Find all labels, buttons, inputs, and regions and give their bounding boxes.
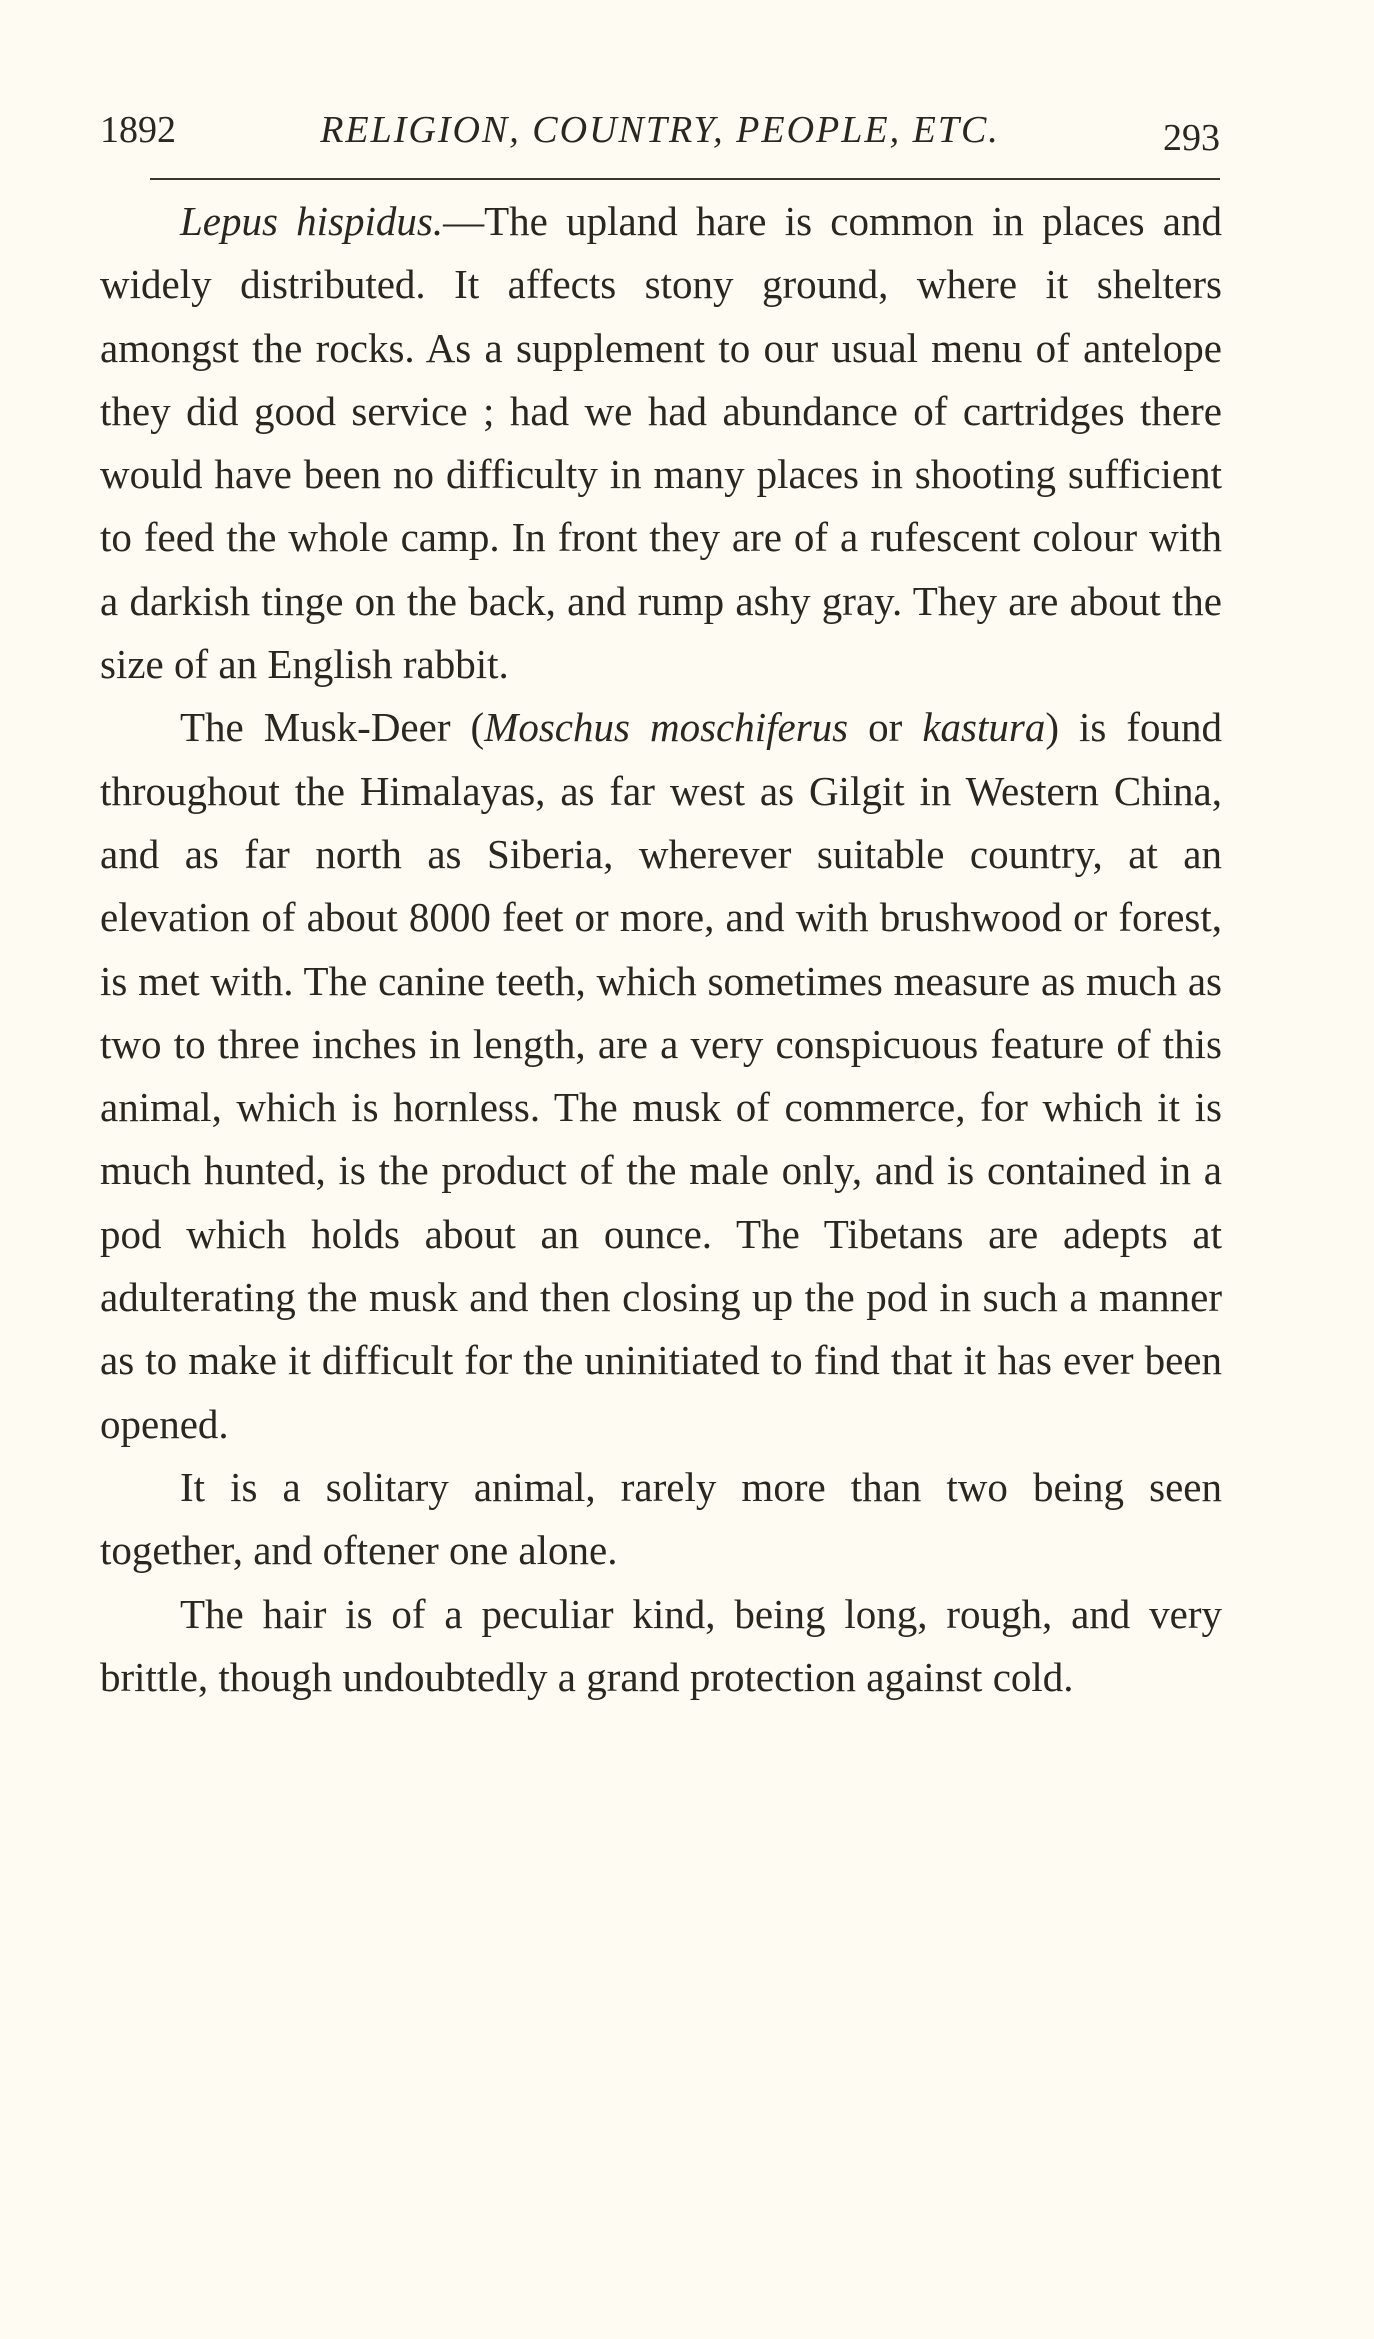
header-rule (150, 178, 1220, 180)
paragraph-text: ) is found throughout the Himalayas, as far west as Gilgit in Western China, and as far north as Siberia, wherever suitable country, at an elevation of about 8000 feet or more, and with brushwood or forest, is met with. The canine teeth, which sometimes measure as much as two to three inches in length, are a very conspicuous feature of this animal, which is hornless. The musk of commerce, for which it is much hunted, is the product of the male only, and is contained in a pod which holds about an ounce. The Tibetans are adepts at adulterating the musk and then closing up the pod in such a manner as to make it difficult for the uninitiated to find that it has ever been opened. (100, 704, 1223, 1447)
paragraph-lead: The Musk-Deer ( (180, 704, 485, 751)
paragraph-text: It is a solitary animal, rarely more than two being seen together, and oftener one alone. (100, 1463, 1222, 1574)
species-name: Moschus moschiferus (484, 704, 849, 751)
local-name: kastura (922, 704, 1046, 751)
body-text (100, 190, 1222, 1709)
species-name: Lepus hispidus. (180, 198, 444, 244)
paragraph-text: The hair is of a peculiar kind, being long, rough, and very brittle, though undoubtedly a grand protection against cold. (100, 1590, 1222, 1700)
paragraph-musk-deer (100, 696, 1222, 1456)
paragraph-solitary (100, 1456, 1222, 1583)
paragraph-hair (100, 1583, 1222, 1710)
running-title: RELIGION, COUNTRY, PEOPLE, ETC. (320, 109, 1000, 151)
paragraph-connector: or (848, 704, 923, 751)
paragraph-text: —The upland hare is common in places and widely distributed. It affects stony ground, where it shelters amongst the rocks. As a supplement to our usual menu of antelope they did good service ; had we had abundance of cartridges there would have been no difficulty in many places in shooting sufficient to feed the whole camp. In front they are of a rufescent colour with a darkish tinge on the back, and rump ashy gray. They are about the size of an English rabbit. (100, 198, 1222, 688)
page-number: 293 (1163, 117, 1220, 159)
running-head (100, 100, 1220, 160)
paragraph-lepus (100, 190, 1222, 696)
header-year: 1892 (100, 109, 176, 151)
